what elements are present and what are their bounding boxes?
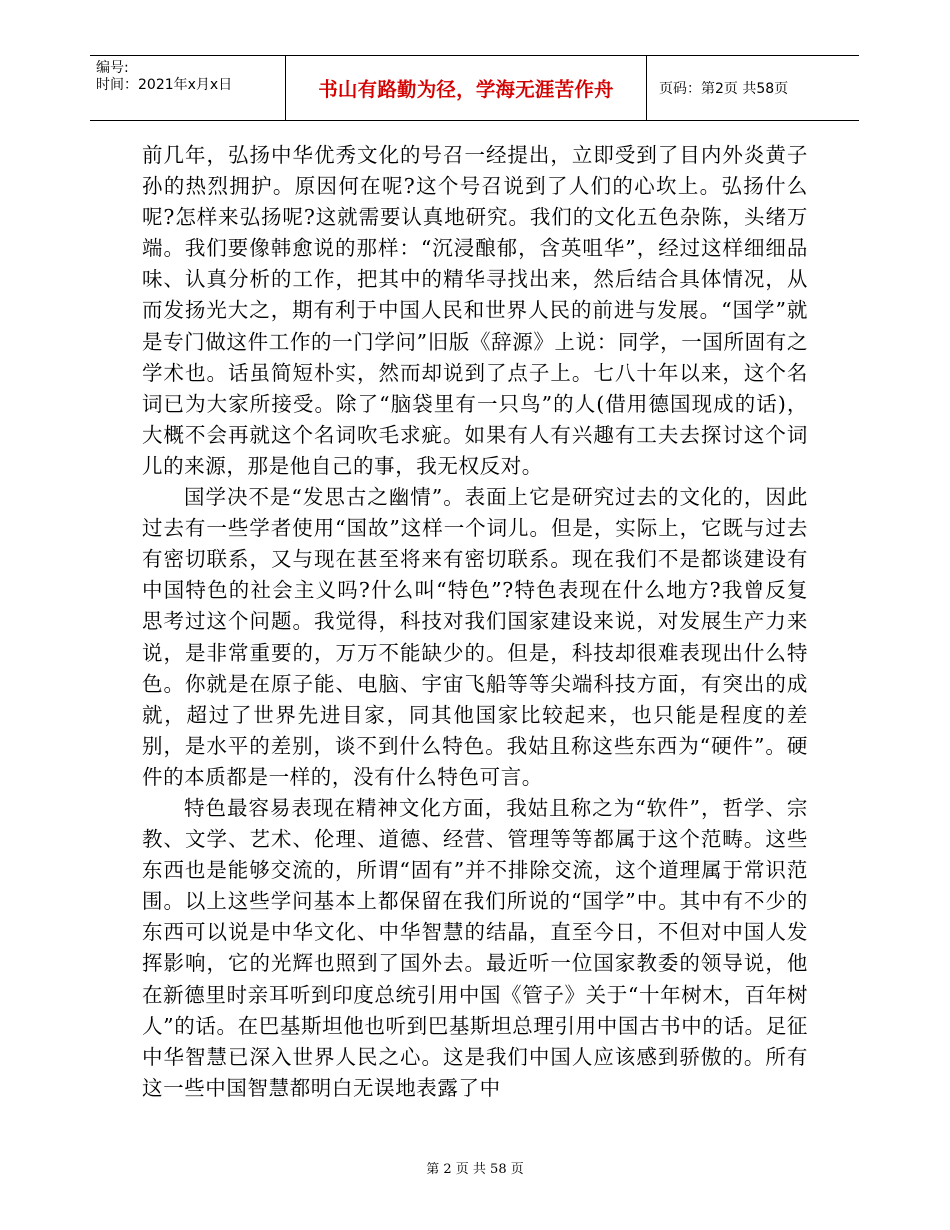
- page-footer: 第 2 页 共 58 页: [426, 1162, 524, 1177]
- page-info: 页码：第2页 共58页: [659, 81, 789, 97]
- header-motto-cell: [285, 56, 647, 120]
- document-body: [142, 140, 808, 1104]
- paragraph: 前几年，弘扬中华优秀文化的号召一经提出，立即受到了目内外炎黄子孙的热烈拥护。原因何在呢?这个号召说到了人们的心坎上。弘扬什么呢?怎样来弘扬呢?这就需要认真地研究。我们的文化五色杂陈，头绪万端。我们要像韩愈说的那样：“沉浸酿郁，含英咀华”，经过这样细细品味、认真分析的工作，把其中的精华寻找出来，然后结合具体情况，从而发扬光大之，期有利于中国人民和世界人民的前进与发展。“国学”就是专门做这件工作的一门学问”旧版《辞源》上说：同学，一国所固有之学术也。话虽简短朴实，然而却说到了点子上。七八十年以来，这个名词已为大家所接受。除了“脑袋里有一只鸟”的人(借用德国现成的话)，大概不会再就这个名词吹毛求疵。如果有人有兴趣有工夫去探讨这个词儿的来源，那是他自己的事，我无权反对。: [142, 143, 808, 478]
- time-label: 时间：2021年x月x日: [96, 77, 233, 93]
- paragraph: 国学决不是“发思古之幽情”。表面上它是研究过去的文化的，因此过去有一些学者使用“国故”这样一个词儿。但是，实际上，它既与过去有密切联系，又与现在甚至将来有密切联系。现在我们不是都谈建设有中国特色的社会主义吗?什么叫“特色”?特色表现在什么地方?我曾反复思考过这个问题。我觉得，科技对我们国家建设来说，对发展生产力来说，是非常重要的，万万不能缺少的。但是，科技却很难表现出什么特色。你就是在原子能、电脑、宇宙飞船等等尖端科技方面，有突出的成就，超过了世界先进目家，同其他国家比较起来，也只能是程度的差别，是水平的差别，谈不到什么特色。我姑且称这些东西为“硬件”。硬件的本质都是一样的，没有什么特色可言。: [142, 485, 808, 789]
- paragraph: 特色最容易表现在精神文化方面，我姑且称之为“软件”，哲学、宗教、文学、艺术、伦理、道德、经营、管理等等都属于这个范畴。这些东西也是能够交流的，所谓“固有”并不排除交流，这个道理属于常识范围。以上这些学问基本上都保留在我们所说的“国学”中。其中有不少的东西可以说是中华文化、中华智慧的结晶，直至今日，不但对中国人发挥影响，它的光辉也照到了国外去。最近听一位国家教委的领导说，他在新德里时亲耳听到印度总统引用中国《管子》关于“十年树木，百年树人”的话。在巴基斯坦他也听到巴基斯坦总理引用中国古书中的话。足征中华智慧已深入世界人民之心。这是我们中国人应该感到骄傲的。所有这一些中国智慧都明白无误地表露了中: [142, 795, 808, 1100]
- header-meta: [90, 56, 285, 120]
- header-page-info-cell: [647, 56, 859, 120]
- number-label: 编号:: [96, 60, 129, 76]
- page-header: [90, 55, 859, 121]
- motto-text: 书山有路勤为径，学海无涯苦作舟: [318, 78, 614, 101]
